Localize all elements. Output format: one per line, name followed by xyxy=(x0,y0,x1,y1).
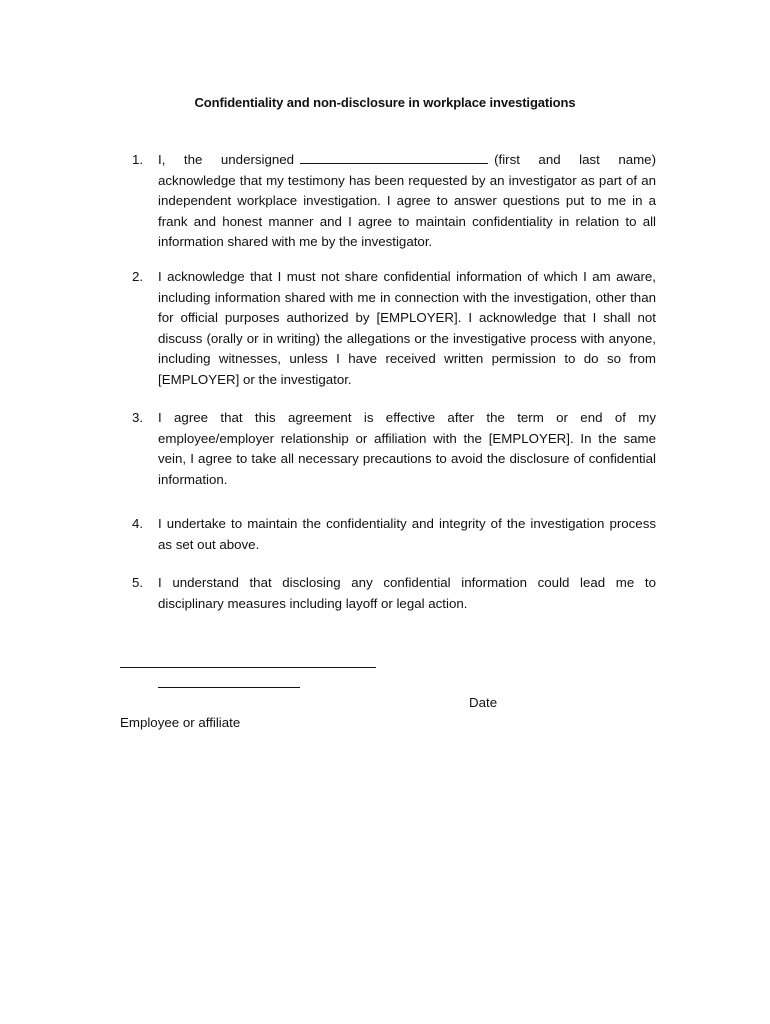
clause-number: 5. xyxy=(132,575,144,590)
clause-text-after-blank: (first and last name) acknowledge that my testimony has been requested by an investigator as part of an independent workplace investigation. I agree to answer questions put to me in a frank and honest manner and I agree to maintain confidentiality in relation to all information shared with me by the investigator. xyxy=(158,152,657,249)
clause-2 xyxy=(132,267,656,390)
employee-signature-line[interactable] xyxy=(120,667,376,668)
clause-3 xyxy=(132,408,656,490)
clause-1 xyxy=(132,150,656,253)
clause-5 xyxy=(132,573,656,614)
clause-text: I agree that this agreement is effective after the term or end of my employee/employer relationship or affiliation with the [EMPLOYER]. In the same vein, I agree to take all necessary precautions to avoid the disclosure of confidential information. xyxy=(158,410,656,487)
clause-4 xyxy=(132,514,656,555)
page-title: Confidentiality and non-disclosure in workplace investigations xyxy=(194,95,576,110)
date-label: Date xyxy=(469,695,498,710)
clause-text: I acknowledge that I must not share confidential information of which I am aware, including information shared with me in connection with the investigation, other than for official purposes authorized by [EMPLOYER]. I acknowledge that I shall not discuss (orally or in writing) the allegations or the investigative process with anyone, including witnesses, unless I have received written permission to do so from [EMPLOYER] or the investigator. xyxy=(158,269,656,387)
clause-text-before-blank: I, the undersigned xyxy=(158,152,295,167)
clause-text: I undertake to maintain the confidentiality and integrity of the investigation process as set out above. xyxy=(158,516,656,552)
name-blank-line[interactable] xyxy=(300,150,488,164)
clause-text xyxy=(158,150,656,253)
employee-label: Employee or affiliate xyxy=(120,715,241,730)
clause-text: I understand that disclosing any confidential information could lead me to disciplinary measures including layoff or legal action. xyxy=(158,575,656,611)
clause-number: 1. xyxy=(132,152,144,167)
date-signature-line[interactable] xyxy=(158,687,300,688)
clause-number: 3. xyxy=(132,410,144,425)
clause-number: 2. xyxy=(132,269,144,284)
clause-number: 4. xyxy=(132,516,144,531)
